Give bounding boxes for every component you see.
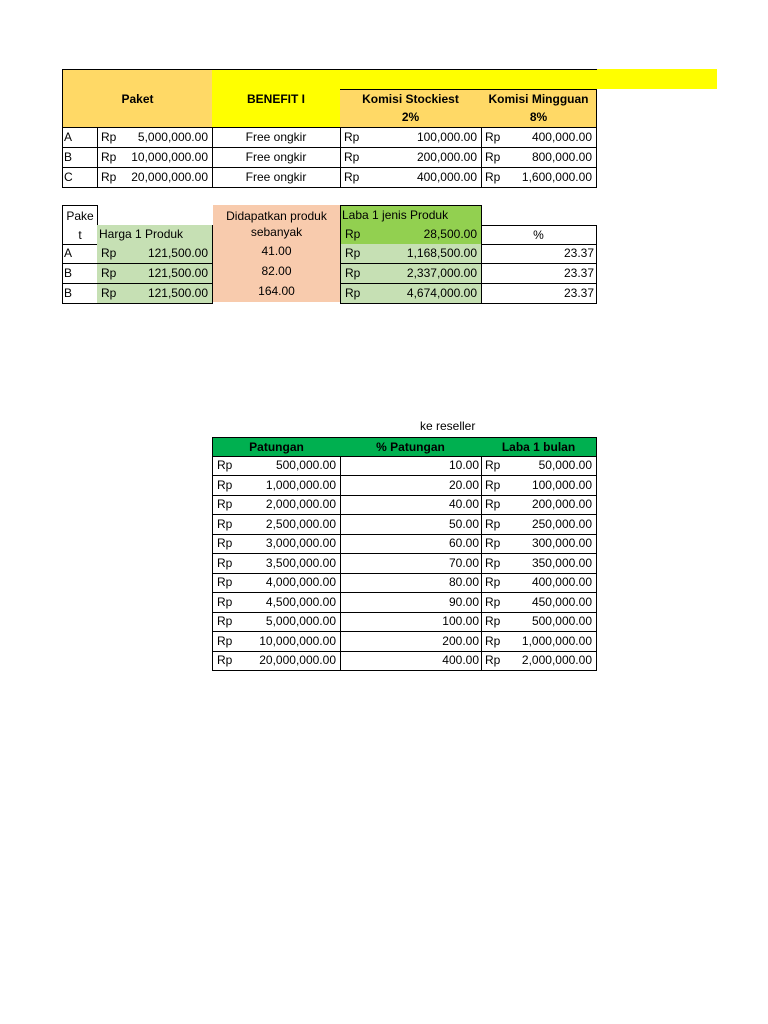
patungan-amount [212,632,341,652]
laba-value: 2,337,000.00 [406,266,477,280]
laba-amount [340,284,482,304]
stockiest-value: 400,000.00 [416,170,477,184]
qty-cell: 41.00 [213,242,340,262]
paket-value: 20,000,000.00 [131,170,208,184]
paket-amount [97,168,213,188]
laba-value: 4,674,000.00 [406,286,477,300]
row-label: A [62,244,98,264]
laba-bulan-amount [481,593,597,613]
pct-patungan-cell: 200.00 [340,632,482,652]
currency-label: Rp [485,477,501,492]
currency-label: Rp [217,536,233,550]
stockiest-value: 100,000.00 [416,130,477,144]
patungan-value: 3,500,000.00 [265,555,336,570]
header-didapatkan-line2: sebanyak [250,225,303,239]
laba-bulan-value: 400,000.00 [531,575,592,589]
currency-label: Rp [485,653,501,667]
currency-label: Rp [485,497,501,511]
currency-label: Rp [101,246,117,260]
laba-bulan-value: 100,000.00 [531,477,592,492]
laba-bulan-amount [481,632,597,652]
header-komisi-mingguan: Komisi Mingguan [481,89,597,109]
patungan-value: 500,000.00 [275,458,336,472]
patungan-value: 5,000,000.00 [265,614,336,628]
laba-bulan-amount [481,534,597,554]
currency-label: Rp [485,594,501,609]
header-benefit: BENEFIT I [212,69,341,128]
pct-komisi-stockiest: 2% [340,108,482,128]
header-paket: Paket [62,69,213,128]
komisi-mingguan-amount [481,168,597,188]
pct-patungan-cell: 10.00 [340,456,482,476]
row-label: B [62,264,98,284]
currency-label: Rp [485,633,501,648]
pct-patungan-cell: 40.00 [340,495,482,515]
header-didapatkan-line1: Didapatkan produk [226,209,327,223]
percent-cell: 23.37 [481,284,597,304]
percent-cell: 23.37 [481,244,597,264]
laba-bulan-amount [481,651,597,671]
patungan-amount [212,495,341,515]
komisi-mingguan-amount [481,148,597,168]
header-percent: % [481,225,597,245]
laba-amount [340,264,482,284]
harga-value: 121,500.00 [147,266,208,280]
patungan-value: 2,500,000.00 [265,516,336,531]
currency-label: Rp [101,150,117,164]
komisi-stockiest-amount [340,128,482,148]
patungan-value: 10,000,000.00 [259,633,336,648]
laba-bulan-amount [481,476,597,496]
pct-patungan-cell: 80.00 [340,573,482,593]
benefit-cell: Free ongkir [212,148,341,168]
laba-bulan-value: 200,000.00 [531,497,592,511]
patungan-amount [212,476,341,496]
pct-patungan-cell: 90.00 [340,593,482,613]
currency-label: Rp [217,477,233,492]
paket-amount [97,148,213,168]
laba-bulan-value: 1,000,000.00 [521,633,592,648]
laba-per-produk-value: 28,500.00 [423,227,477,241]
pct-komisi-mingguan: 8% [481,108,597,128]
currency-label: Rp [485,614,501,628]
paket-value: 10,000,000.00 [131,150,208,164]
laba-bulan-value: 450,000.00 [531,594,592,609]
currency-label: Rp [345,266,361,280]
currency-label: Rp [485,458,501,472]
currency-label: Rp [217,653,233,667]
paket-amount [97,128,213,148]
harga-value: 121,500.00 [147,286,208,300]
laba-bulan-value: 250,000.00 [531,516,592,531]
header-didapatkan [213,205,340,245]
currency-label: Rp [485,555,501,570]
currency-label: Rp [344,130,360,144]
mingguan-value: 800,000.00 [531,150,592,164]
currency-label: Rp [217,497,233,511]
currency-label: Rp [485,516,501,531]
currency-label: Rp [217,614,233,628]
laba-amount [340,244,482,264]
currency-label: Rp [217,633,233,648]
laba-per-produk [340,225,482,245]
pct-patungan-cell: 60.00 [340,534,482,554]
laba-bulan-amount [481,515,597,535]
currency-label: Rp [485,575,501,589]
laba-bulan-amount [481,554,597,574]
patungan-value: 2,000,000.00 [265,497,336,511]
qty-cell: 82.00 [213,262,340,282]
laba-bulan-value: 350,000.00 [531,555,592,570]
patungan-amount [212,534,341,554]
mingguan-value: 1,600,000.00 [521,170,592,184]
harga-produk-amount [97,284,213,304]
patungan-amount [212,593,341,613]
currency-label: Rp [344,170,360,184]
patungan-amount [212,456,341,476]
row-label: B [62,148,98,168]
stockiest-value: 200,000.00 [416,150,477,164]
pct-patungan-cell: 70.00 [340,554,482,574]
benefit-cell: Free ongkir [212,128,341,148]
currency-label: Rp [101,170,117,184]
currency-label: Rp [101,266,117,280]
header-harga-produk: Harga 1 Produk [97,225,213,245]
laba-bulan-amount [481,495,597,515]
patungan-value: 4,000,000.00 [265,575,336,589]
laba-bulan-value: 500,000.00 [531,614,592,628]
laba-bulan-value: 2,000,000.00 [521,653,592,667]
header-komisi-band [340,69,597,89]
header-laba-jenis-produk: Laba 1 jenis Produk [340,205,482,226]
pct-patungan-cell: 100.00 [340,612,482,632]
pct-patungan-cell: 20.00 [340,476,482,496]
header-yellow-extension [597,69,717,89]
header-patungan: Patungan [212,437,341,457]
benefit-cell: Free ongkir [212,168,341,188]
percent-cell: 23.37 [481,264,597,284]
patungan-value: 20,000,000.00 [259,653,336,667]
header-paket-2 [62,205,98,245]
laba-value: 1,168,500.00 [406,246,477,260]
laba-bulan-value: 50,000.00 [538,458,592,472]
currency-label: Rp [345,286,361,300]
harga-produk-amount [97,264,213,284]
laba-bulan-amount [481,612,597,632]
patungan-value: 3,000,000.00 [265,536,336,550]
mingguan-value: 400,000.00 [531,130,592,144]
row-label: B [62,284,98,304]
laba-bulan-amount [481,573,597,593]
currency-label: Rp [344,150,360,164]
laba-bulan-value: 300,000.00 [531,536,592,550]
currency-label: Rp [485,170,501,184]
currency-label: Rp [345,246,361,260]
caption-ke-reseller: ke reseller [420,419,476,433]
currency-label: Rp [485,130,501,144]
pct-patungan-cell: 400.00 [340,651,482,671]
patungan-amount [212,573,341,593]
patungan-value: 4,500,000.00 [265,594,336,609]
header-pct-patungan: % Patungan [340,437,482,457]
row-label: A [62,128,98,148]
row-label: C [62,168,98,188]
currency-label: Rp [217,555,233,570]
header-paket-2-line2: t [78,228,82,242]
patungan-value: 1,000,000.00 [265,477,336,492]
currency-label: Rp [101,130,117,144]
harga-value: 121,500.00 [147,246,208,260]
laba-bulan-amount [481,456,597,476]
currency-label: Rp [217,594,233,609]
currency-label: Rp [485,150,501,164]
komisi-stockiest-amount [340,168,482,188]
currency-label: Rp [217,516,233,531]
patungan-amount [212,651,341,671]
patungan-amount [212,612,341,632]
komisi-mingguan-amount [481,128,597,148]
currency-label: Rp [101,286,117,300]
currency-label: Rp [485,536,501,550]
pct-patungan-cell: 50.00 [340,515,482,535]
komisi-stockiest-amount [340,148,482,168]
currency-label: Rp [345,227,361,241]
currency-label: Rp [217,575,233,589]
harga-produk-amount [97,244,213,264]
header-laba-1-bulan: Laba 1 bulan [481,437,597,457]
currency-label: Rp [217,458,233,472]
qty-cell: 164.00 [213,282,340,302]
header-paket-2-line1: Pake [66,209,94,223]
paket-value: 5,000,000.00 [137,130,208,144]
patungan-amount [212,554,341,574]
patungan-amount [212,515,341,535]
header-komisi-stockiest: Komisi Stockiest [340,89,482,109]
